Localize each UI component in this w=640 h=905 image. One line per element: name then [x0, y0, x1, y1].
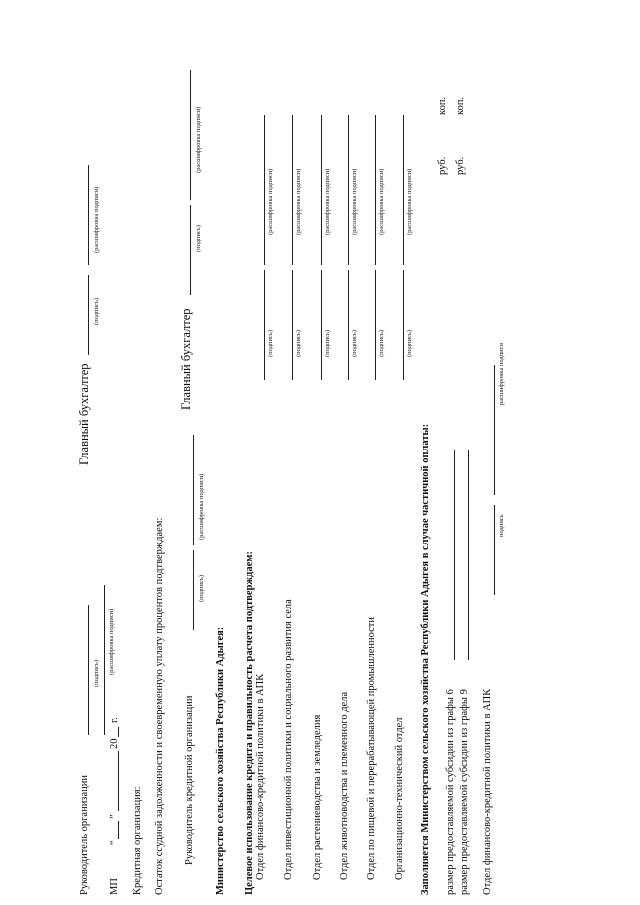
department-signature-caption: (подпись) — [378, 330, 385, 357]
partial-row1-label: размер предоставляемой субсидии из графы 6 — [445, 689, 456, 895]
department-label: Организационно-технический отдел — [394, 717, 405, 880]
date-year: 20 — [109, 738, 120, 749]
department-signature-line[interactable] — [348, 270, 349, 380]
footer-signature-line[interactable] — [494, 505, 495, 595]
department-signature-line[interactable] — [321, 270, 322, 380]
date-month-line[interactable] — [118, 751, 119, 811]
partial-row1-amount-line[interactable] — [454, 450, 455, 660]
ministry-heading: Министерство сельского хозяйства Республики Адыгея: — [215, 626, 226, 895]
department-signature-caption: (подпись) — [406, 330, 413, 357]
department-signature-caption: (подпись) — [351, 330, 358, 357]
department-decoding-caption: (расшифровка подписи) — [406, 168, 413, 235]
top-accountant-decoding-caption: (расшифровка подписи) — [93, 186, 100, 253]
credit-head-signature-line[interactable] — [193, 550, 194, 630]
department-signature-caption: (подпись) — [324, 330, 331, 357]
department-signature-line[interactable] — [264, 270, 265, 380]
credit-head-label: Руководитель кредитной организации — [184, 695, 195, 865]
credit-org-heading: Кредитная организация: — [132, 786, 143, 895]
credit-accountant-signature-caption: (подпись) — [195, 225, 202, 252]
partial-heading: Заполняется Министерством сельского хозяйства Республики Адыгея в случае частичной оплаты: — [420, 423, 431, 895]
department-decoding-caption: (расшифровка подписи) — [351, 168, 358, 235]
department-decoding-line[interactable] — [403, 115, 404, 265]
top-accountant-signature-caption: (подпись) — [93, 298, 100, 325]
date-quote-close: ” — [109, 814, 120, 819]
department-decoding-line[interactable] — [292, 115, 293, 265]
department-signature-line[interactable] — [292, 270, 293, 380]
department-label: Отдел инвестиционной политики и социального развития села — [283, 599, 294, 880]
credit-confirm-text: Остаток ссудной задолженности и своевременную уплату процентов подтверждаем: — [154, 517, 165, 895]
top-accountant-signature-line[interactable] — [88, 275, 89, 355]
date-quote-open: “ — [109, 840, 120, 845]
credit-accountant-label: Главный бухгалтер — [179, 308, 193, 410]
department-signature-caption: (подпись) — [295, 330, 302, 357]
head-decoding-line[interactable] — [104, 585, 105, 735]
department-signature-line[interactable] — [403, 270, 404, 380]
footer-dept-label: Отдел финансово-кредитной политики в АПК — [482, 688, 493, 895]
credit-head-decoding-line[interactable] — [193, 435, 194, 545]
partial-row1-rub: руб. — [437, 156, 448, 175]
mp-label: МП — [109, 878, 120, 895]
credit-head-signature-caption: (подпись) — [198, 575, 205, 602]
head-signature-caption: (подпись) — [93, 660, 100, 687]
partial-row2-rub: руб. — [455, 156, 466, 175]
department-decoding-caption: (расшифровка подписи) — [378, 168, 385, 235]
date-day-line[interactable] — [118, 821, 119, 839]
credit-accountant-decoding-line[interactable] — [190, 70, 191, 200]
partial-row2-label: размер предоставляемой субсидии из графы 9 — [459, 689, 470, 895]
head-decoding-caption: (расшифровка подписи) — [108, 608, 115, 675]
usage-heading: Целевое использование кредита и правильность расчета подтверждаем: — [244, 551, 255, 895]
department-decoding-line[interactable] — [264, 115, 265, 265]
footer-decoding-line[interactable] — [494, 365, 495, 495]
department-decoding-caption: (расшифровка подписи) — [295, 168, 302, 235]
credit-accountant-signature-line[interactable] — [190, 205, 191, 295]
department-signature-caption: (подпись) — [267, 330, 274, 357]
top-accountant-decoding-line[interactable] — [88, 165, 89, 265]
date-suffix: г. — [109, 717, 120, 723]
department-label: Отдел по пищевой и перерабатывающей промышленности — [366, 616, 377, 880]
partial-row2-amount-line[interactable] — [468, 450, 469, 660]
department-label: Отдел растениеводства и земледелия — [312, 714, 323, 880]
department-label: Отдел финансово-кредитной политики в АПК — [255, 673, 266, 880]
department-signature-line[interactable] — [375, 270, 376, 380]
department-decoding-line[interactable] — [348, 115, 349, 265]
partial-row2-kop: коп. — [455, 96, 466, 115]
footer-decoding-caption: расшифровка подписи — [498, 342, 505, 405]
department-decoding-line[interactable] — [321, 115, 322, 265]
credit-head-decoding-caption: (расшифровка подписи) — [198, 473, 205, 540]
credit-accountant-decoding-caption: (расшифровка подписи) — [195, 106, 202, 173]
date-year-line[interactable] — [118, 727, 119, 737]
department-decoding-caption: (расшифровка подписи) — [324, 168, 331, 235]
department-decoding-caption: (расшифровка подписи) — [267, 168, 274, 235]
department-decoding-line[interactable] — [375, 115, 376, 265]
head-organization-label: Руководитель организации — [79, 775, 90, 895]
footer-signature-caption: подпись — [498, 514, 505, 537]
partial-row1-kop: коп. — [437, 96, 448, 115]
department-label: Отдел животноводства и племенного дела — [339, 691, 350, 880]
head-signature-line[interactable] — [88, 605, 89, 735]
top-accountant-label: Главный бухгалтер — [77, 363, 91, 465]
